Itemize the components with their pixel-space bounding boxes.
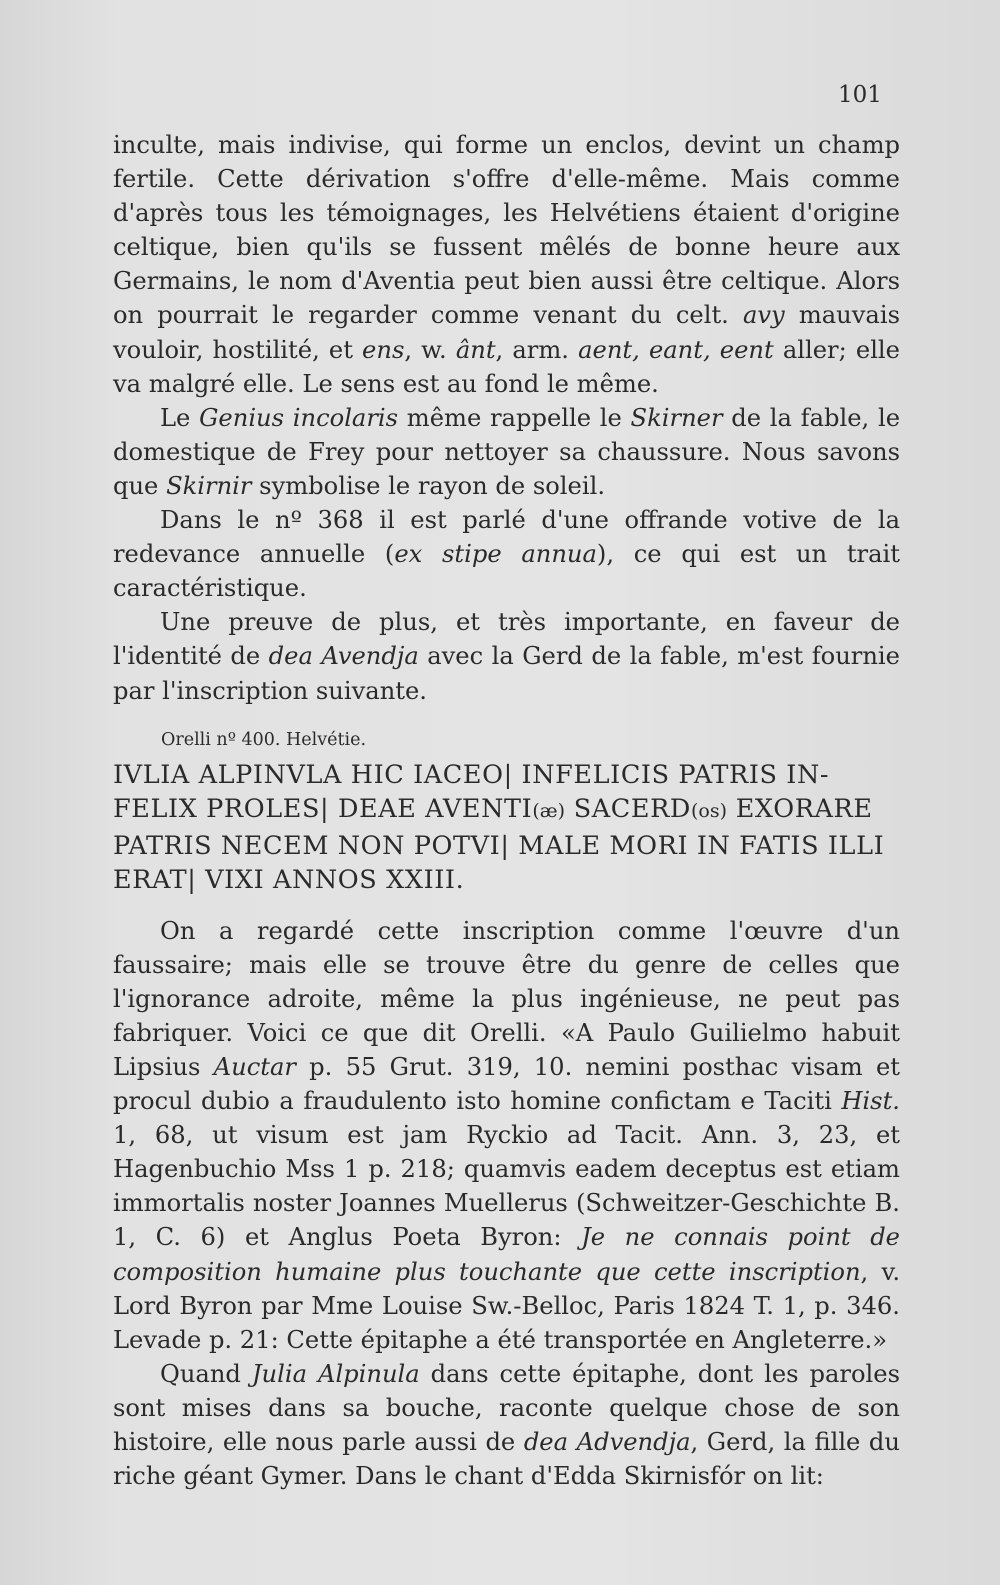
text-run: , Gerd, la fille du riche géant Gymer. Dans le chant d'Edda Skirnisfór on lit: bbox=[113, 1428, 900, 1491]
italic-run: Hist. bbox=[841, 1087, 900, 1116]
italic-run: aent, eant, eent bbox=[578, 335, 774, 364]
italic-run: ex stipe annua bbox=[394, 540, 597, 569]
italic-run: Genius incolaris bbox=[199, 403, 399, 432]
italic-run: Je ne connais point de composition humaine plus touchante que cette inscription bbox=[113, 1223, 900, 1286]
text-run: dans cette épitaphe, dont les paroles sont mises dans sa bouche, raconte quelque chose de son histoire, elle nous parle aussi de bbox=[113, 1359, 900, 1456]
text-run: Dans le nº 368 il est parlé d'une offrande votive de la redevance annuelle ( bbox=[113, 506, 900, 569]
text-run: symbolise le rayon de soleil. bbox=[251, 471, 606, 500]
italic-run: dea Advendja bbox=[523, 1428, 691, 1456]
paragraph bbox=[113, 914, 900, 1357]
paragraphs-bottom bbox=[113, 914, 900, 1494]
paragraph bbox=[113, 1357, 900, 1493]
text-run: même rappelle le bbox=[398, 403, 631, 432]
italic-run: avy bbox=[742, 301, 785, 330]
inscription-line-1: IVLIA ALPINVLA HIC IACEO| INFELICIS PATRIS IN- bbox=[113, 759, 830, 790]
italic-run: Auctar bbox=[213, 1052, 296, 1081]
text-run: aller; elle va malgré elle. Le sens est au fond le même. bbox=[113, 335, 900, 398]
source-line: Orelli nº 400. Helvétie. bbox=[161, 729, 367, 750]
inscription-line-4: ERAT| VIXI ANNOS XXIII. bbox=[113, 865, 465, 896]
paragraph bbox=[113, 503, 900, 605]
italic-run: Julia Alpinula bbox=[251, 1359, 420, 1388]
text-run: mauvais vouloir, hostilité, et bbox=[113, 301, 900, 364]
inscription bbox=[113, 758, 900, 898]
text-run: 1, 68, ut visum est jam Ryckio ad Tacit. Ann. 3, 23, et Hagenbuchio Mss 1 p. 218; quamvis eadem deceptus est etiam immortalis noster Joannes Muellerus (Schweitzer-Geschichte B. 1, C. 6) et Anglus Poeta Byron: bbox=[113, 1121, 900, 1252]
inscription-line-2-d: (os) bbox=[690, 800, 727, 823]
italic-run: Skirner bbox=[630, 403, 723, 432]
italic-run: ânt bbox=[455, 335, 496, 364]
italic-run: ens bbox=[362, 335, 405, 364]
text-run: inculte, mais indivise, qui forme un enclos, devint un champ fertile. Cette dérivation s'offre d'elle-même. Mais comme d'après tous les témoignages, les Helvétiens étaient d'origine celtique, bien qu'ils se fussent mêlés de bonne heure aux Germains, le nom d'Aventia peut bien aussi être celtique. Alors on pourrait le regarder comme venant du celt. bbox=[113, 131, 900, 330]
paragraph bbox=[113, 128, 900, 401]
text-run: de la fable, le domestique de Frey pour nettoyer sa chaussure. Nous savons que bbox=[113, 403, 901, 500]
text-run: p. 55 Grut. 319, 10. nemini posthac visam et procul dubio a fraudulento isto homine confictam e Taciti bbox=[113, 1052, 901, 1116]
text-run: Le bbox=[160, 403, 200, 432]
inscription-line-2-a: FELIX PROLES| DEAE AVENTI bbox=[113, 794, 533, 825]
page-number: 101 bbox=[838, 82, 882, 108]
italic-run: Skirnir bbox=[166, 471, 252, 500]
text-run: , v. Lord Byron par Mme Louise Sw.-Belloc, Paris 1824 T. 1, p. 346. Levade p. 21: Cette épitaphe a été transportée en Angleterre.» bbox=[113, 1257, 901, 1354]
text-run: ), ce qui est un trait caractéristique. bbox=[113, 540, 900, 603]
paragraph bbox=[113, 401, 900, 503]
page-body bbox=[113, 128, 900, 1493]
text-run: , w. bbox=[404, 335, 456, 364]
inscription-line-2-b: (æ) bbox=[532, 800, 566, 823]
text-run: Une preuve de plus, et très importante, en faveur de l'identité de bbox=[113, 608, 900, 671]
inscription-line-2-e: EXORARE bbox=[727, 794, 873, 825]
text-run: avec la Gerd de la fable, m'est fournie par l'inscription suivante. bbox=[113, 642, 900, 705]
italic-run: dea Avendja bbox=[268, 642, 419, 671]
inscription-line-2 bbox=[113, 792, 900, 829]
text-run: On a regardé cette inscription comme l'œuvre d'un faussaire; mais elle se trouve être du genre de celles que l'ignorance adroite, même la plus ingénieuse, ne peut pas fabriquer. Voici ce que dit Orelli. «A Paulo Guilielmo habuit Lipsius bbox=[113, 916, 900, 1081]
text-run: , arm. bbox=[495, 335, 579, 364]
paragraphs-top bbox=[113, 128, 900, 708]
inscription-line-2-c: SACERD bbox=[565, 794, 691, 825]
inscription-line-3: PATRIS NECEM NON POTVI| MALE MORI IN FATIS ILLI bbox=[113, 830, 885, 861]
text-run: Quand bbox=[160, 1359, 252, 1388]
paragraph bbox=[113, 605, 900, 707]
